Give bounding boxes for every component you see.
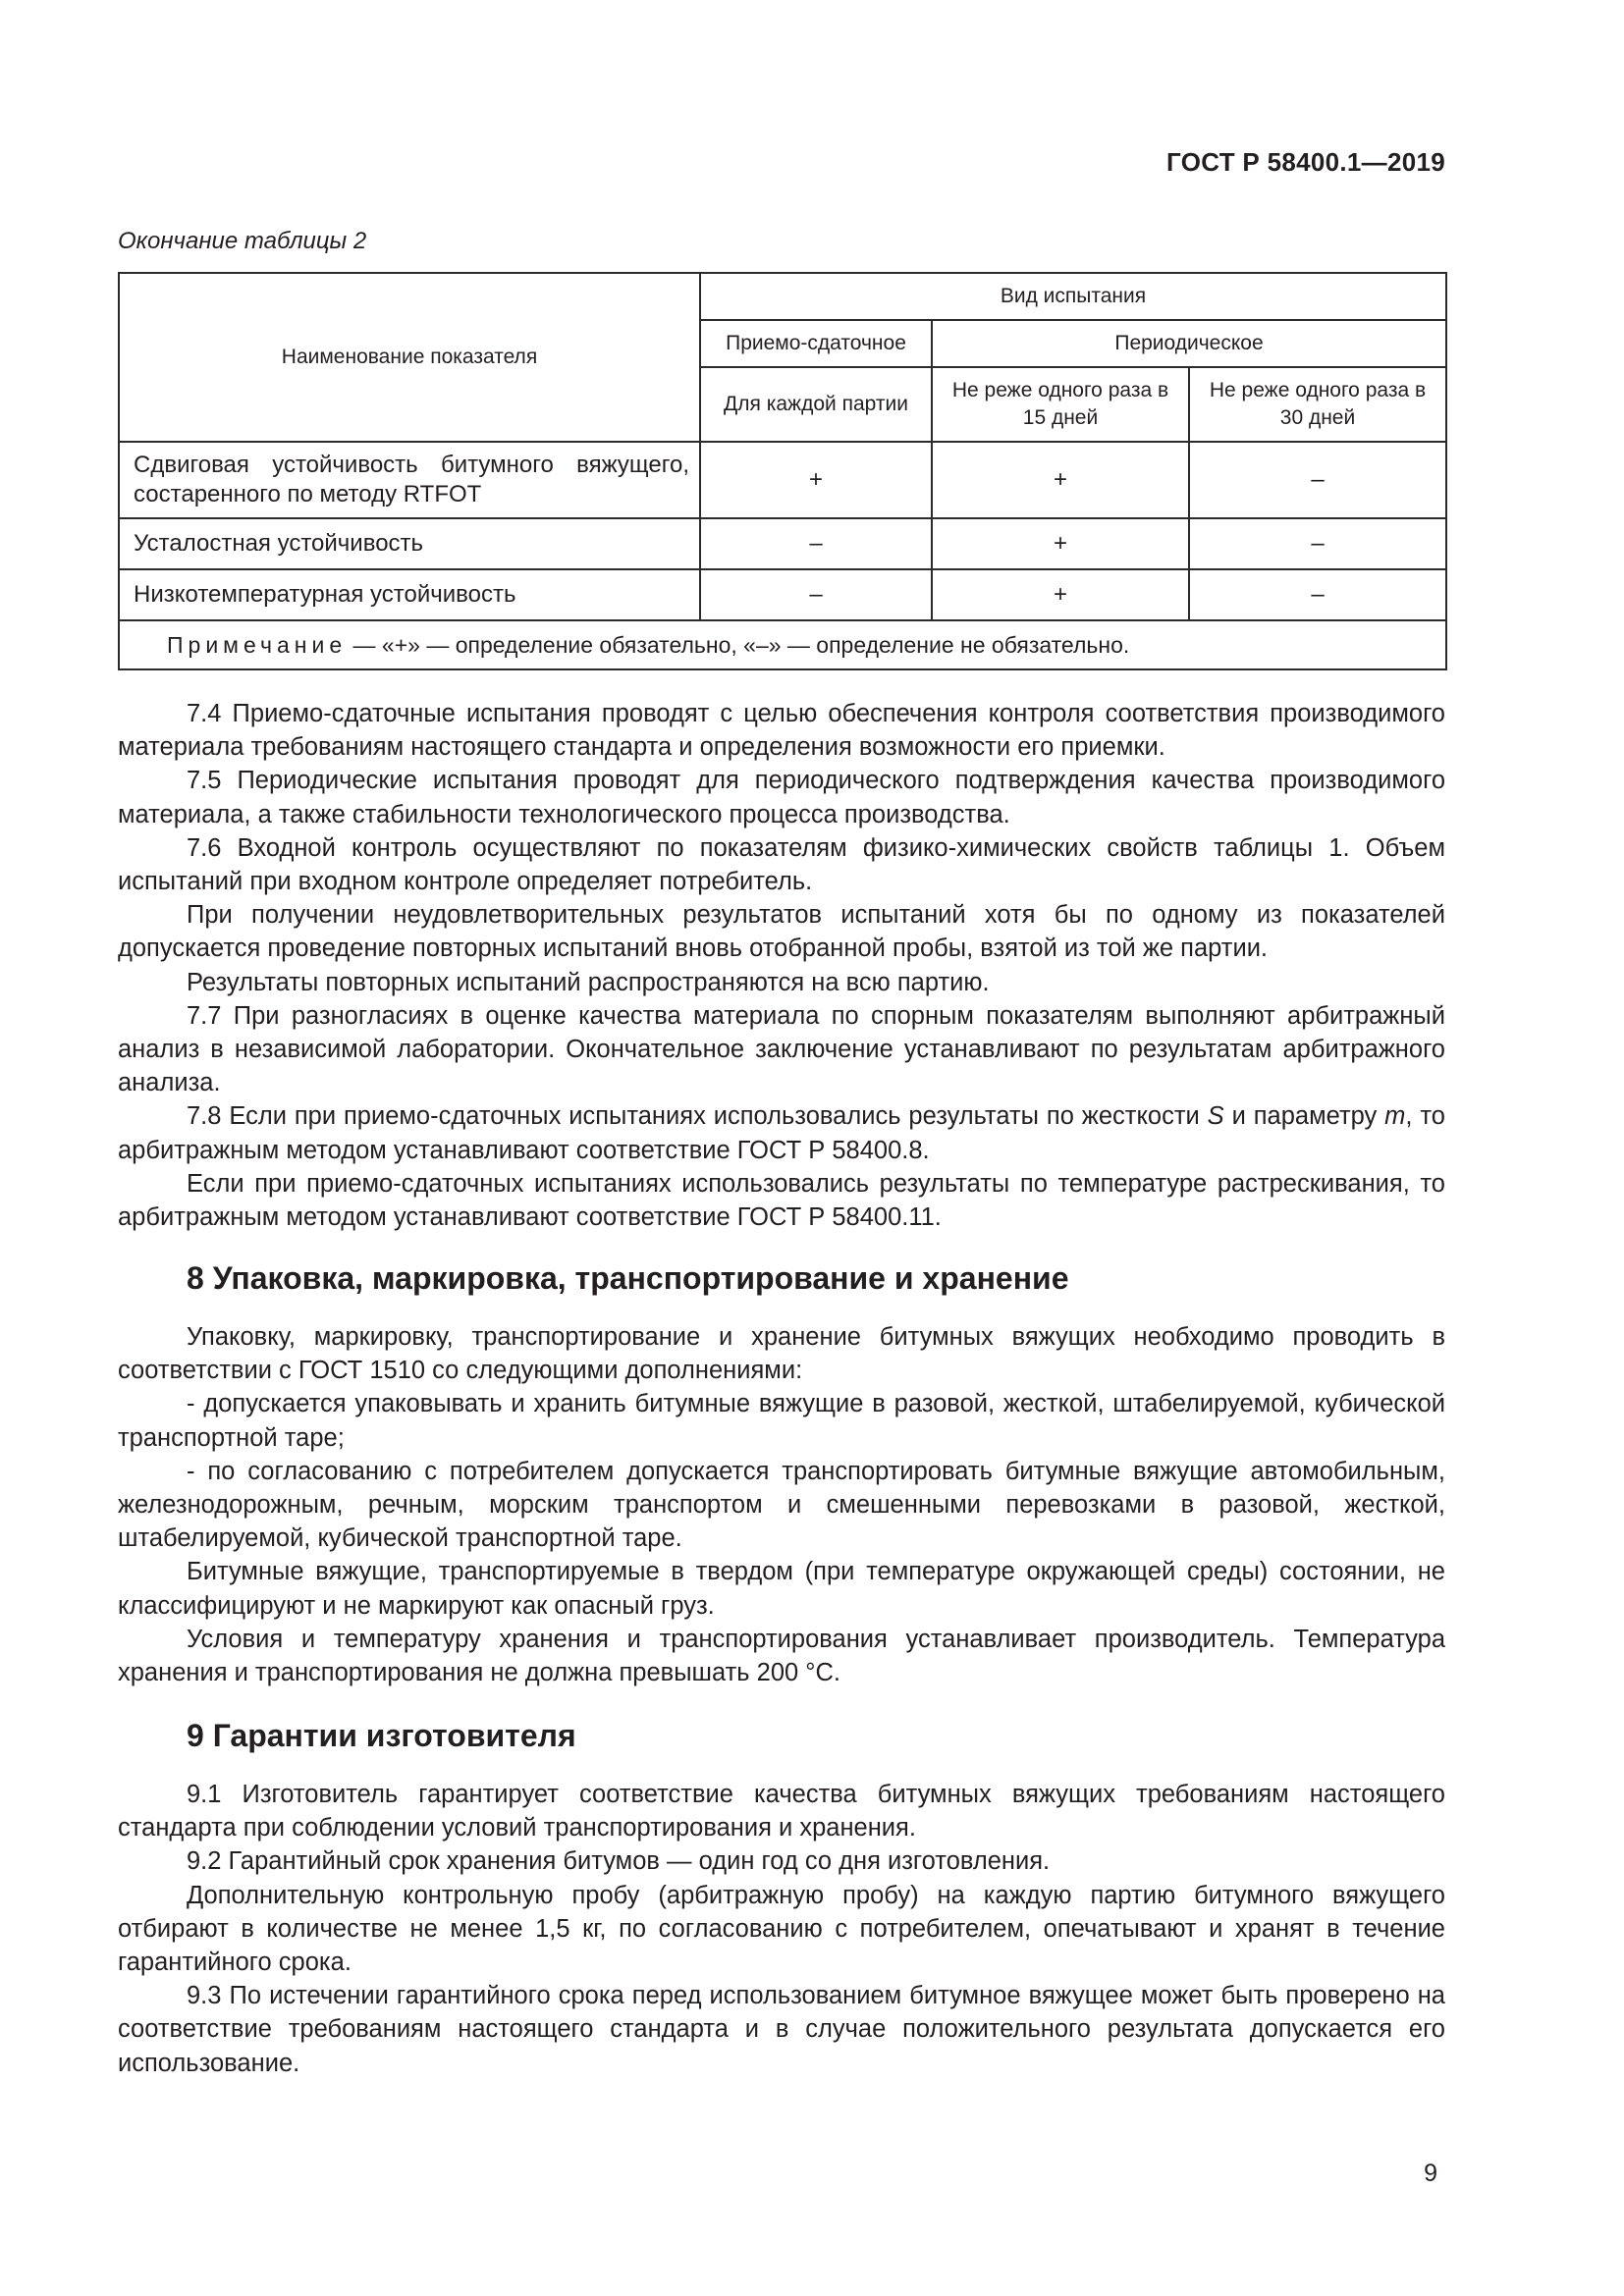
row-mark: +	[932, 569, 1189, 620]
header-acceptance: Приемо-сдаточное	[700, 320, 932, 367]
paragraph-7-6-results: Результаты повторных испытаний распространяются на всю партию.	[187, 968, 990, 996]
paragraph-8-3: - по согласованию с потребителем допускается транспортировать битумные вяжущие автомобильным, железнодорожным, речным, морским транспортом и смешенными перевозками в разовой, жесткой, штабелируемой, кубической транспортной таре.	[118, 1457, 1445, 1553]
header-indicator-name: Наименование показателя	[119, 273, 700, 442]
text-fragment: , то арбитражным методом устанавливают соответствие ГОСТ Р 58400.8.	[118, 1102, 1445, 1164]
text-fragment: 7.8 Если при приемо-сдаточных испытаниях использовались результаты по жесткости	[187, 1102, 1208, 1131]
table-row	[119, 518, 1446, 569]
table-row	[119, 569, 1446, 620]
note-text: — «+» — определение обязательно, «–» — определение не обязательно.	[347, 631, 1130, 658]
paragraph-7-8-cracking: Если при приемо-сдаточных испытаниях использовались результаты по температуре растрескивания, то арбитражным методом устанавливают соответствие ГОСТ Р 58400.11.	[118, 1169, 1445, 1232]
header-periodic: Периодическое	[932, 320, 1446, 367]
header-every-15-days: Не реже одного раза в 15 дней	[932, 367, 1189, 442]
header-each-batch: Для каждой партии	[700, 367, 932, 442]
row-mark: +	[932, 442, 1189, 518]
paragraph-7-5: 7.5 Периодические испытания проводят для периодического подтверждения качества производимого материала, а также стабильности технологического процесса производства.	[118, 767, 1445, 828]
paragraph-9-2-sample: Дополнительную контрольную пробу (арбитражную пробу) на каждую партию битумного вяжущего отбирают в количестве не менее 1,5 кг, по согласованию с потребителем, опечатывают и хранят в течение гарантийного срока.	[118, 1881, 1445, 1977]
paragraph-7-6-retest: При получении неудовлетворительных результатов испытаний хотя бы по одному из показателей допускается проведение повторных испытаний вновь отобранной пробы, взятой из той же партии.	[118, 901, 1445, 963]
paragraph-8-2: - допускается упаковывать и хранить битумные вяжущие в разовой, жесткой, штабелируемой, кубической транспортной таре;	[118, 1390, 1445, 1452]
row-name: Сдвиговая устойчивость битумного вяжущего, состаренного по методу RTFOT	[119, 442, 700, 518]
paragraph-7-7: 7.7 При разногласиях в оценке качества материала по спорным показателям выполняют арбитражный анализ в независимой лаборатории. Окончательное заключение устанавливают по результатам арбитражного анализа.	[118, 1001, 1445, 1097]
section-8-text	[118, 1320, 1445, 1689]
note-label: Примечание	[167, 631, 348, 658]
table-row	[119, 442, 1446, 518]
document-id: ГОСТ Р 58400.1—2019	[1166, 147, 1445, 177]
table-caption: Окончание таблицы 2	[118, 228, 367, 254]
row-name: Усталостная устойчивость	[119, 518, 700, 569]
page-number: 9	[1424, 2160, 1437, 2187]
paragraph-7-4: 7.4 Приемо-сдаточные испытания проводят с целью обеспечения контроля соответствия производимого материала требованиям настоящего стандарта и определения возможности его приемки.	[118, 700, 1445, 762]
header-test-type: Вид испытания	[700, 273, 1446, 320]
paragraph-7-6: 7.6 Входной контроль осуществляют по показателям физико-химических свойств таблицы 1. Объем испытаний при входном контроле определяет потребитель.	[118, 833, 1445, 896]
table-note-row	[119, 620, 1446, 669]
paragraph-7-8	[118, 1099, 1445, 1166]
section-7-text	[118, 697, 1445, 1234]
paragraph-9-1: 9.1 Изготовитель гарантирует соответствие качества битумных вяжущих требованиям настоящего стандарта при соблюдении условий транспортирования и хранения.	[118, 1781, 1445, 1842]
row-mark: +	[700, 442, 932, 518]
row-mark: –	[700, 518, 932, 569]
paragraph-9-2: 9.2 Гарантийный срок хранения битумов — один год со дня изготовления.	[187, 1847, 1051, 1876]
symbol-s: S	[1207, 1102, 1224, 1131]
paragraph-8-5: Условия и температуру хранения и транспортирования устанавливает производитель. Температура хранения и транспортирования не должна превышать 200 °С.	[118, 1625, 1445, 1687]
row-mark: –	[1189, 518, 1446, 569]
section-8-title: 8 Упаковка, маркировка, транспортирование и хранение	[187, 1260, 1069, 1296]
table-note	[119, 620, 1446, 669]
row-mark: –	[700, 569, 932, 620]
symbol-m: m	[1384, 1102, 1406, 1131]
paragraph-8-1: Упаковку, маркировку, транспортирование и хранение битумных вяжущих необходимо проводить в соответствии с ГОСТ 1510 со следующими дополнениями:	[118, 1323, 1445, 1385]
test-types-table	[118, 272, 1447, 670]
section-9-text	[118, 1778, 1445, 2080]
header-every-30-days: Не реже одного раза в 30 дней	[1189, 367, 1446, 442]
paragraph-8-4: Битумные вяжущие, транспортируемые в твердом (при температуре окружающей среды) состоянии, не классифицируют и не маркируют как опасный груз.	[118, 1558, 1445, 1620]
text-fragment: и параметру	[1223, 1102, 1385, 1131]
row-mark: +	[932, 518, 1189, 569]
row-name: Низкотемпературная устойчивость	[119, 569, 700, 620]
paragraph-9-3: 9.3 По истечении гарантийного срока перед использованием битумное вяжущее может быть проверено на соответствие требованиям настоящего стандарта и в случае положительного результата допускается его использование.	[118, 1982, 1445, 2077]
row-mark: –	[1189, 569, 1446, 620]
row-mark: –	[1189, 442, 1446, 518]
section-9-title: 9 Гарантии изготовителя	[187, 1718, 576, 1753]
